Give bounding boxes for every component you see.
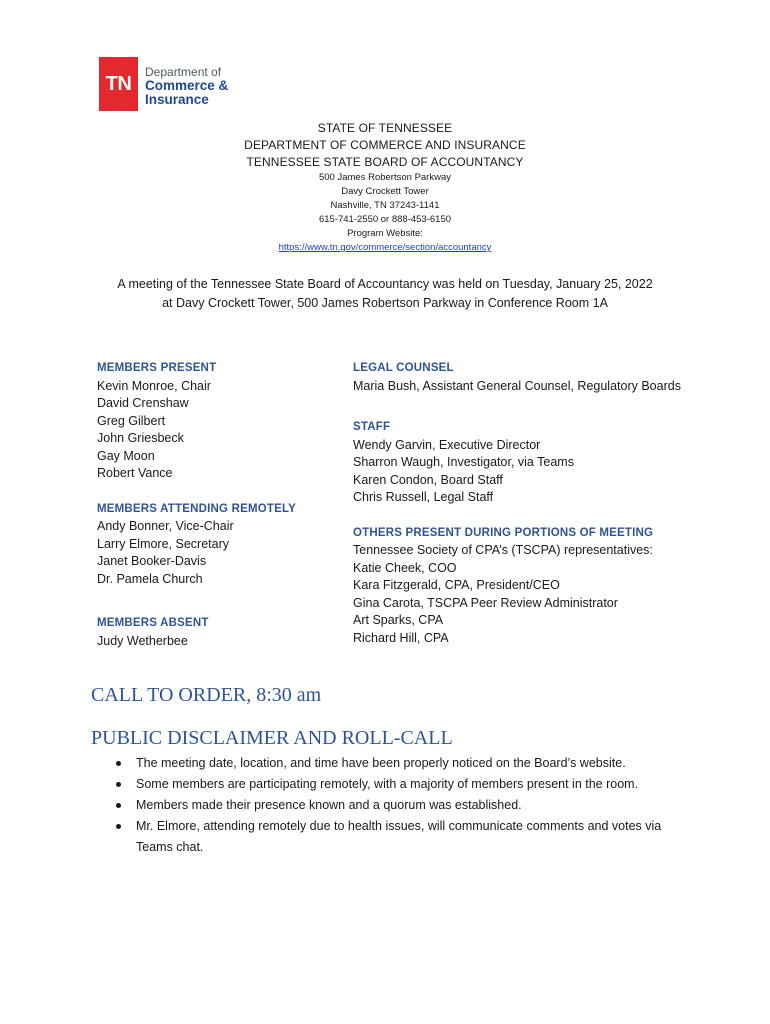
attendance-right-column	[353, 360, 753, 647]
logo-line-1: Department of	[145, 65, 222, 79]
others-present-heading: OTHERS PRESENT DURING PORTIONS OF MEETING	[353, 526, 654, 539]
member-present: Gay Moon	[97, 448, 155, 463]
member-present: Greg Gilbert	[97, 413, 166, 428]
member-present: Robert Vance	[97, 466, 173, 480]
staff-member: Karen Condon, Board Staff	[353, 472, 503, 487]
bullet-icon	[116, 803, 121, 808]
meeting-intro	[0, 275, 770, 313]
others-item: Gina Carota, TSCPA Peer Review Administrator	[353, 595, 618, 610]
staff-member: Chris Russell, Legal Staff	[353, 490, 494, 504]
list-item-text: The meeting date, location, and time have been properly noticed on the Board’s website.	[136, 756, 626, 770]
others-item: Tennessee Society of CPA’s (TSCPA) representatives:	[353, 543, 653, 557]
member-absent: Judy Wetherbee	[97, 633, 188, 648]
members-remote-heading: MEMBERS ATTENDING REMOTELY	[97, 502, 297, 515]
list-item	[113, 753, 693, 774]
address-building: Davy Crockett Tower	[341, 186, 429, 197]
state-name: STATE OF TENNESSEE	[317, 121, 453, 135]
intro-line-1: A meeting of the Tennessee State Board of Accountancy was held on Tuesday, January 25, 2022	[117, 277, 653, 291]
logo-line-3: Insurance	[145, 92, 209, 107]
member-remote: Andy Bonner, Vice-Chair	[97, 519, 234, 533]
list-item-text: Members made their presence known and a quorum was established.	[136, 798, 522, 812]
bullet-icon	[116, 782, 121, 787]
department-logo	[99, 57, 228, 111]
address-street: 500 James Robertson Parkway	[318, 172, 451, 183]
board-name: TENNESSEE STATE BOARD OF ACCOUNTANCY	[246, 155, 524, 169]
others-item: Katie Cheek, COO	[353, 560, 457, 575]
members-present-heading: MEMBERS PRESENT	[97, 362, 217, 374]
list-item-text: Some members are participating remotely, with a majority of members present in the room.	[136, 777, 639, 791]
member-present: David Crenshaw	[97, 396, 189, 410]
member-remote: Dr. Pamela Church	[97, 571, 203, 586]
phone-numbers: 615-741-2550 or 888-453-6150	[318, 214, 452, 225]
others-item: Kara Fitzgerald, CPA, President/CEO	[353, 578, 560, 592]
staff-member: Wendy Garvin, Executive Director	[353, 437, 541, 452]
member-remote: Janet Booker-Davis	[97, 554, 207, 568]
logo-line-2: Commerce &	[145, 78, 229, 93]
intro-line-2: at Davy Crockett Tower, 500 James Robertson Parkway in Conference Room 1A	[162, 296, 608, 310]
bullet-icon	[116, 761, 121, 766]
bullet-icon	[116, 824, 121, 829]
department-name: DEPARTMENT OF COMMERCE AND INSURANCE	[244, 138, 526, 152]
tn-badge: TN	[99, 57, 138, 111]
list-item	[113, 816, 693, 858]
call-to-order-heading: CALL TO ORDER, 8:30 am	[91, 684, 322, 706]
legal-counsel-member: Maria Bush, Assistant General Counsel, Regulatory Boards	[353, 378, 681, 393]
logo-wordmark	[145, 57, 228, 107]
others-item: Art Sparks, CPA	[353, 613, 444, 627]
staff-heading: STAFF	[353, 421, 391, 433]
member-present: Kevin Monroe, Chair	[97, 378, 211, 393]
website-link[interactable]: https://www.tn.gov/commerce/section/accountancy	[278, 242, 492, 253]
staff-member: Sharron Waugh, Investigator, via Teams	[353, 455, 574, 469]
member-present: John Griesbeck	[97, 431, 184, 445]
attendance-left-column	[97, 360, 337, 650]
address-city: Nashville, TN 37243-1141	[330, 200, 440, 211]
letterhead	[0, 120, 770, 255]
disclaimer-heading: PUBLIC DISCLAIMER AND ROLL-CALL	[91, 727, 453, 749]
roll-call-list	[113, 753, 693, 858]
website-label: Program Website:	[347, 228, 423, 239]
list-item	[113, 774, 693, 795]
list-item-text: Mr. Elmore, attending remotely due to health issues, will communicate comments and votes via Teams chat.	[136, 819, 662, 854]
member-remote: Larry Elmore, Secretary	[97, 536, 229, 551]
legal-counsel-heading: LEGAL COUNSEL	[353, 362, 454, 374]
list-item	[113, 795, 693, 816]
others-item: Richard Hill, CPA	[353, 630, 449, 645]
members-absent-heading: MEMBERS ABSENT	[97, 617, 209, 629]
